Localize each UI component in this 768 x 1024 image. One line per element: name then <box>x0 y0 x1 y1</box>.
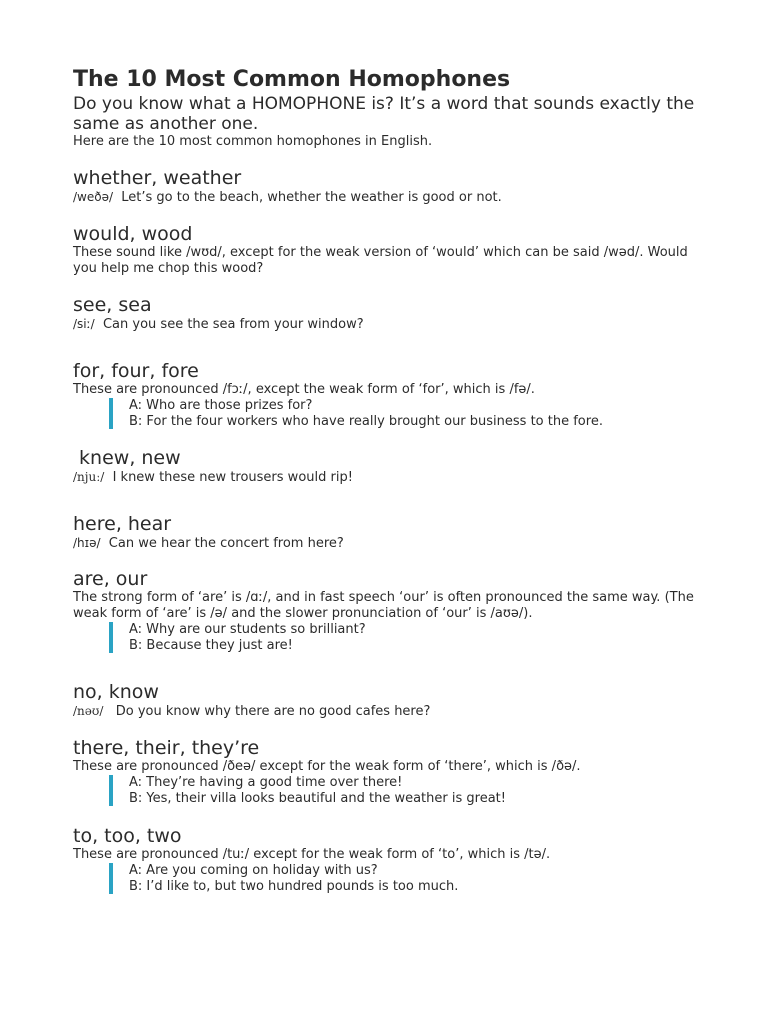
document-header <box>73 66 713 150</box>
section-heading: here, hear <box>73 513 172 535</box>
page-title: The 10 Most Common Homophones <box>73 67 511 92</box>
homophone-section-are-our <box>73 568 713 653</box>
example-sentence: Let’s go to the beach, whether the weather is good or not. <box>113 190 502 205</box>
section-example <box>73 316 713 333</box>
example-dialog <box>109 863 713 894</box>
phonetic-transcription: /hɪə/ <box>73 536 101 550</box>
homophone-section-for-four-fore <box>73 360 713 429</box>
section-heading: for, four, fore <box>73 360 199 382</box>
phonetic-transcription: /nəʊ/ <box>73 704 104 718</box>
example-sentence: Do you know why there are no good cafes here? <box>103 704 431 719</box>
section-explanation: These are pronounced /tuː/ except for the weak form of ‘to’, which is /tə/. <box>73 847 551 862</box>
section-example <box>73 535 713 552</box>
homophone-section-here-hear <box>73 513 713 552</box>
dialog-line-a: A: Why are our students so brilliant? <box>129 622 366 637</box>
section-example <box>73 469 713 486</box>
dialog-line-b: B: Yes, their villa looks beautiful and the weather is great! <box>129 790 506 806</box>
section-heading: no, know <box>73 681 159 703</box>
section-heading: there, their, they’re <box>73 737 260 759</box>
homophone-section-would-wood <box>73 223 713 277</box>
example-dialog <box>109 622 713 653</box>
section-heading: see, sea <box>73 294 152 316</box>
section-heading: to, too, two <box>73 825 182 847</box>
dialog-line-b: B: Because they just are! <box>129 637 293 653</box>
homophone-section-whether-weather <box>73 167 713 206</box>
homophone-section-see-sea <box>73 294 713 333</box>
example-sentence: Can we hear the concert from here? <box>100 536 344 551</box>
homophone-section-there-their-theyre <box>73 737 713 806</box>
example-dialog <box>109 775 713 806</box>
section-example <box>73 703 713 720</box>
section-heading: would, wood <box>73 223 193 245</box>
homophone-section-no-know <box>73 681 713 720</box>
phonetic-transcription: /siː/ <box>73 317 95 331</box>
example-sentence: Can you see the sea from your window? <box>94 317 364 332</box>
homophone-section-knew-new <box>73 447 713 486</box>
section-example <box>73 189 713 206</box>
phonetic-transcription: /njuː/ <box>73 470 105 484</box>
section-heading: whether, weather <box>73 167 242 189</box>
dialog-line-a: A: They’re having a good time over there! <box>129 775 403 790</box>
section-explanation: These are pronounced /fɔː/, except the weak form of ‘for’, which is /fə/. <box>73 382 535 397</box>
example-sentence: I knew these new trousers would rip! <box>104 470 353 485</box>
example-dialog <box>109 398 713 429</box>
section-heading: are, our <box>73 568 148 590</box>
page-intro: Here are the 10 most common homophones in English. <box>73 134 433 149</box>
section-explanation: The strong form of ‘are’ is /ɑː/, and in fast speech ‘our’ is often pronounced the same way. (The weak form of ‘are’ is /ə/ and the slower pronunciation of ‘our’ is /aʊə/). <box>73 590 698 621</box>
dialog-line-a: A: Who are those prizes for? <box>129 398 313 413</box>
phonetic-transcription: /weðə/ <box>73 190 114 204</box>
dialog-line-b: B: I’d like to, but two hundred pounds is too much. <box>129 878 459 894</box>
section-explanation: These sound like /wʊd/, except for the weak version of ‘would’ which can be said /wəd/. Would you help me chop this wood? <box>73 245 692 276</box>
dialog-line-a: A: Are you coming on holiday with us? <box>129 863 378 878</box>
section-heading: knew, new <box>73 447 181 469</box>
homophone-section-to-too-two <box>73 825 713 894</box>
page-subtitle: Do you know what a HOMOPHONE is? It’s a word that sounds exactly the same as another one. <box>73 94 695 134</box>
dialog-line-b: B: For the four workers who have really brought our business to the fore. <box>129 413 603 429</box>
section-explanation: These are pronounced /ðeə/ except for the weak form of ‘there’, which is /ðə/. <box>73 759 581 774</box>
